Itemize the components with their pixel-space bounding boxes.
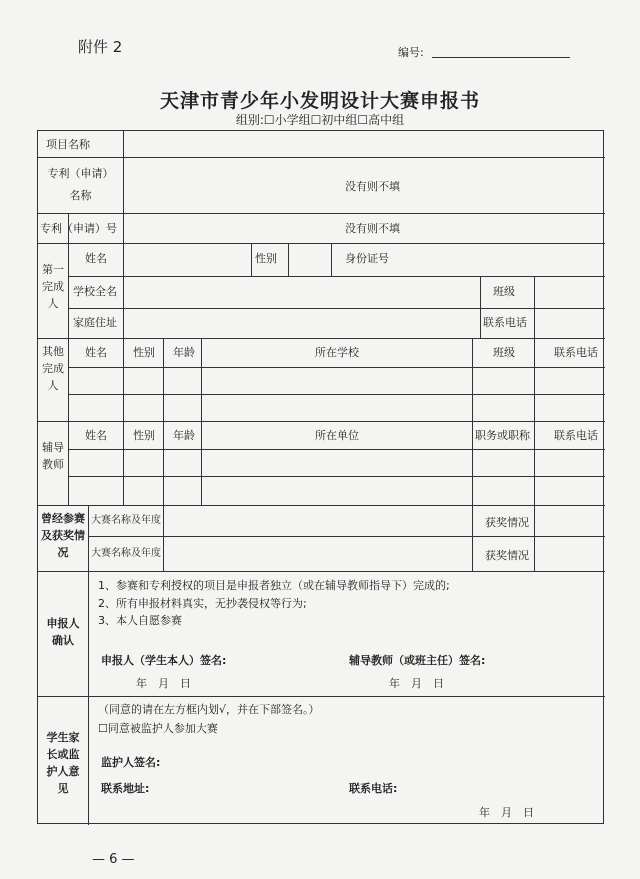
declaration-item-3: 3、本人自愿参赛 [98,614,182,627]
first-author-section: 第一完成人 [42,263,64,311]
award-label-2: 获奖情况 [485,549,529,562]
mentors-header-phone: 联系电话 [554,429,598,442]
guardian-phone-label[interactable]: 联系电话: [349,782,398,795]
other-authors-header-school: 所在学校 [315,346,359,359]
guardian-section: 学生家长或监护人意见 [46,731,80,796]
first-author-class-label: 班级 [493,285,515,298]
patent-number-value[interactable]: 没有则不填 [345,222,400,235]
first-author-school-label: 学校全名 [73,285,117,298]
guardian-note: （同意的请在左方框内划√，并在下部签名。） [98,703,320,716]
mentors-header-age: 年龄 [173,429,195,442]
other-authors-header-gender: 性别 [133,346,155,359]
application-form [37,130,604,824]
other-authors-header-age: 年龄 [173,346,195,359]
mentors-section: 辅导教师 [42,441,64,472]
applicant-date[interactable]: 年 月 日 [136,677,191,690]
award-label-1: 获奖情况 [485,516,529,529]
mentors-header-unit: 所在单位 [315,429,359,442]
patent-number-label: 专利（申请）号 [40,222,117,235]
attachment-label: 附件 2 [78,38,123,56]
other-authors-header-phone: 联系电话 [554,346,598,359]
page-number: — 6 — [92,852,135,867]
other-authors-header-name: 姓名 [85,346,107,359]
competitions-section: 曾经参赛及获奖情况 [41,512,85,560]
patent-name-value[interactable]: 没有则不填 [345,180,400,193]
competition-name-label-2: 大赛名称及年度 [91,548,161,559]
other-authors-section: 其他完成人 [42,345,64,393]
serial-number-line[interactable] [432,57,570,58]
declaration-section: 申报人确认 [46,617,80,648]
mentors-header-name: 姓名 [85,429,107,442]
guardian-date[interactable]: 年 月 日 [479,806,534,819]
mentor-date[interactable]: 年 月 日 [389,677,444,690]
mentors-header-title: 职务或职称 [475,429,530,442]
competition-name-label-1: 大赛名称及年度 [91,515,161,526]
other-authors-header-class: 班级 [493,346,515,359]
first-author-name-label: 姓名 [85,252,107,265]
declaration-item-2: 2、所有申报材料真实，无抄袭侵权等行为; [98,597,307,610]
first-author-phone-label: 联系电话 [483,316,527,329]
guardian-address-label[interactable]: 联系地址: [101,782,150,795]
serial-number-label: 编号: [398,46,424,59]
mentor-signature-label[interactable]: 辅导教师（或班主任）签名: [349,654,486,667]
form-title: 天津市青少年小发明设计大赛申报书 [159,90,480,112]
group-selector[interactable]: 组别:☐小学组☐初中组☐高中组 [235,113,405,127]
first-author-gender-label: 性别 [255,252,277,265]
guardian-signature-label[interactable]: 监护人签名: [101,756,161,769]
patent-name-label: 专利（申请）名称 [47,167,114,202]
mentors-header-gender: 性别 [133,429,155,442]
first-author-id-label: 身份证号 [345,252,389,265]
project-name-label: 项目名称 [46,138,90,151]
guardian-agree-checkbox[interactable]: ☐同意被监护人参加大赛 [98,722,218,735]
applicant-signature-label[interactable]: 申报人（学生本人）签名: [101,654,227,667]
first-author-address-label: 家庭住址 [73,316,117,329]
declaration-item-1: 1、参赛和专利授权的项目是申报者独立（或在辅导教师指导下）完成的; [98,579,450,592]
